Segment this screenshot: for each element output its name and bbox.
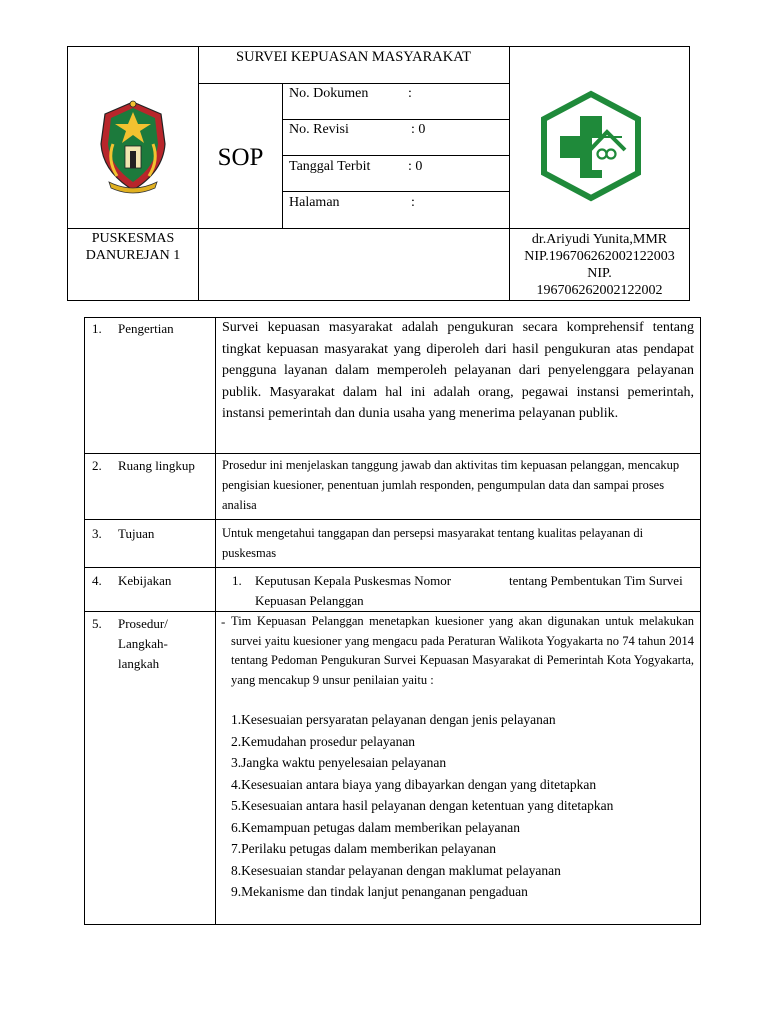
revision-value: : 0 <box>411 122 426 137</box>
section-3-label: Tujuan <box>118 526 155 541</box>
section-5-number: 5. <box>92 616 102 631</box>
signatory-nip-2: 196706262002122002 <box>536 283 663 298</box>
section-5-label-line2: Langkah- <box>118 636 168 651</box>
procedure-item-6: 6.Kemampuan petugas dalam memberikan pelayanan <box>231 819 521 835</box>
page-label: Halaman <box>289 195 340 210</box>
procedure-item-4: 4.Kesesuaian antara biaya yang dibayarkan dengan yang ditetapkan <box>231 776 597 792</box>
doc-number-label: No. Dokumen <box>289 86 369 101</box>
procedure-item-3: 3.Jangka waktu penyelesaian pelayanan <box>231 755 447 770</box>
signatory-nip-1: NIP.196706262002122003 <box>524 249 675 264</box>
section-5-label-line1: Prosedur/ <box>118 616 168 631</box>
procedure-item-7: 7.Perilaku petugas dalam memberikan pelayanan <box>231 841 497 856</box>
section-2-text: Prosedur ini menjelaskan tanggung jawab dan aktivitas tim kepuasan pelanggan, mencakup pengisian kuesioner, penentuan jumlah responden, pengumpulan data dan sampai proses analisa <box>222 458 680 512</box>
revision-label: No. Revisi <box>289 122 349 137</box>
signatory-name: dr.Ariyudi Yunita,MMR <box>531 232 668 247</box>
procedure-item-8: 8.Kesesuaian standar pelayanan dengan maklumat pelayanan <box>231 862 561 878</box>
policy-item-text-a: Keputusan Kepala Puskesmas Nomor <box>255 573 452 588</box>
section-1-number: 1. <box>92 321 102 336</box>
section-1-label: Pengertian <box>118 321 174 336</box>
issue-date-label: Tanggal Terbit <box>289 159 371 174</box>
org-name-line1: PUSKESMAS <box>91 231 175 246</box>
section-2-number: 2. <box>92 458 102 473</box>
policy-item-number: 1. <box>232 573 242 588</box>
section-3-text: Untuk mengetahui tanggapan dan persepsi masyarakat tentang kualitas pelayanan di puskesmas <box>222 526 644 560</box>
procedure-bullet: - <box>221 614 226 629</box>
section-4-number: 4. <box>92 573 102 588</box>
signatory-nip-label: NIP. <box>587 266 612 281</box>
section-5-label-line3: langkah <box>118 656 160 671</box>
document-title: SURVEI KEPUASAN MASYARAKAT <box>236 49 471 65</box>
procedure-item-2: 2.Kemudahan prosedur pelayanan <box>231 733 416 749</box>
section-4-label: Kebijakan <box>118 573 172 588</box>
procedure-item-9: 9.Mekanisme dan tindak lanjut penanganan pengaduan <box>231 884 528 899</box>
coat-of-arms-logo <box>95 98 171 194</box>
section-1-text: Survei kepuasan masyarakat adalah pengukuran secara komprehensif tentang tingkat kepuasan masyarakat yang diperoleh dari hasil pengukuran atas pendapat pengguna layanan dalam memperoleh pelayanan dari penyelenggara pelayanan publik. Masyarakat dalam hal ini adalah orang, pegawai instansi pemerintah, instansi pemerintah dan dunia usaha yang menerima pelayanan publik. <box>222 320 694 422</box>
procedure-item-1: 1.Kesesuaian persyaratan pelayanan dengan jenis pelayanan <box>231 712 556 727</box>
procedure-item-5: 5.Kesesuaian antara hasil pelayanan dengan ketentuan yang ditetapkan <box>231 798 614 813</box>
doc-number-value: : <box>408 86 412 101</box>
section-3-number: 3. <box>92 526 102 541</box>
org-name-line2: DANUREJAN 1 <box>85 248 181 263</box>
section-2-label: Ruang lingkup <box>118 458 195 473</box>
policy-item-text-b: tentang Pembentukan Tim Survei <box>509 573 683 588</box>
puskesmas-logo <box>530 86 652 206</box>
issue-date-value: : 0 <box>408 159 423 174</box>
page-value: : <box>411 195 415 210</box>
sop-label: SOP <box>217 144 264 171</box>
policy-item-text-c: Kepuasan Pelanggan <box>255 593 364 608</box>
procedure-intro: Tim Kepuasan Pelanggan menetapkan kuesioner yang akan digunakan untuk melakukan survei yaitu kuesioner yang mengacu pada Peraturan Walikota Yogyakarta no 74 tahun 2014 tentang Pedoman Pengukuran Survei Kepuasan Masyarakat di Pemerintah Kota Yogyakarta, yang mencakup 9 unsur penilaian yaitu : <box>231 614 694 688</box>
